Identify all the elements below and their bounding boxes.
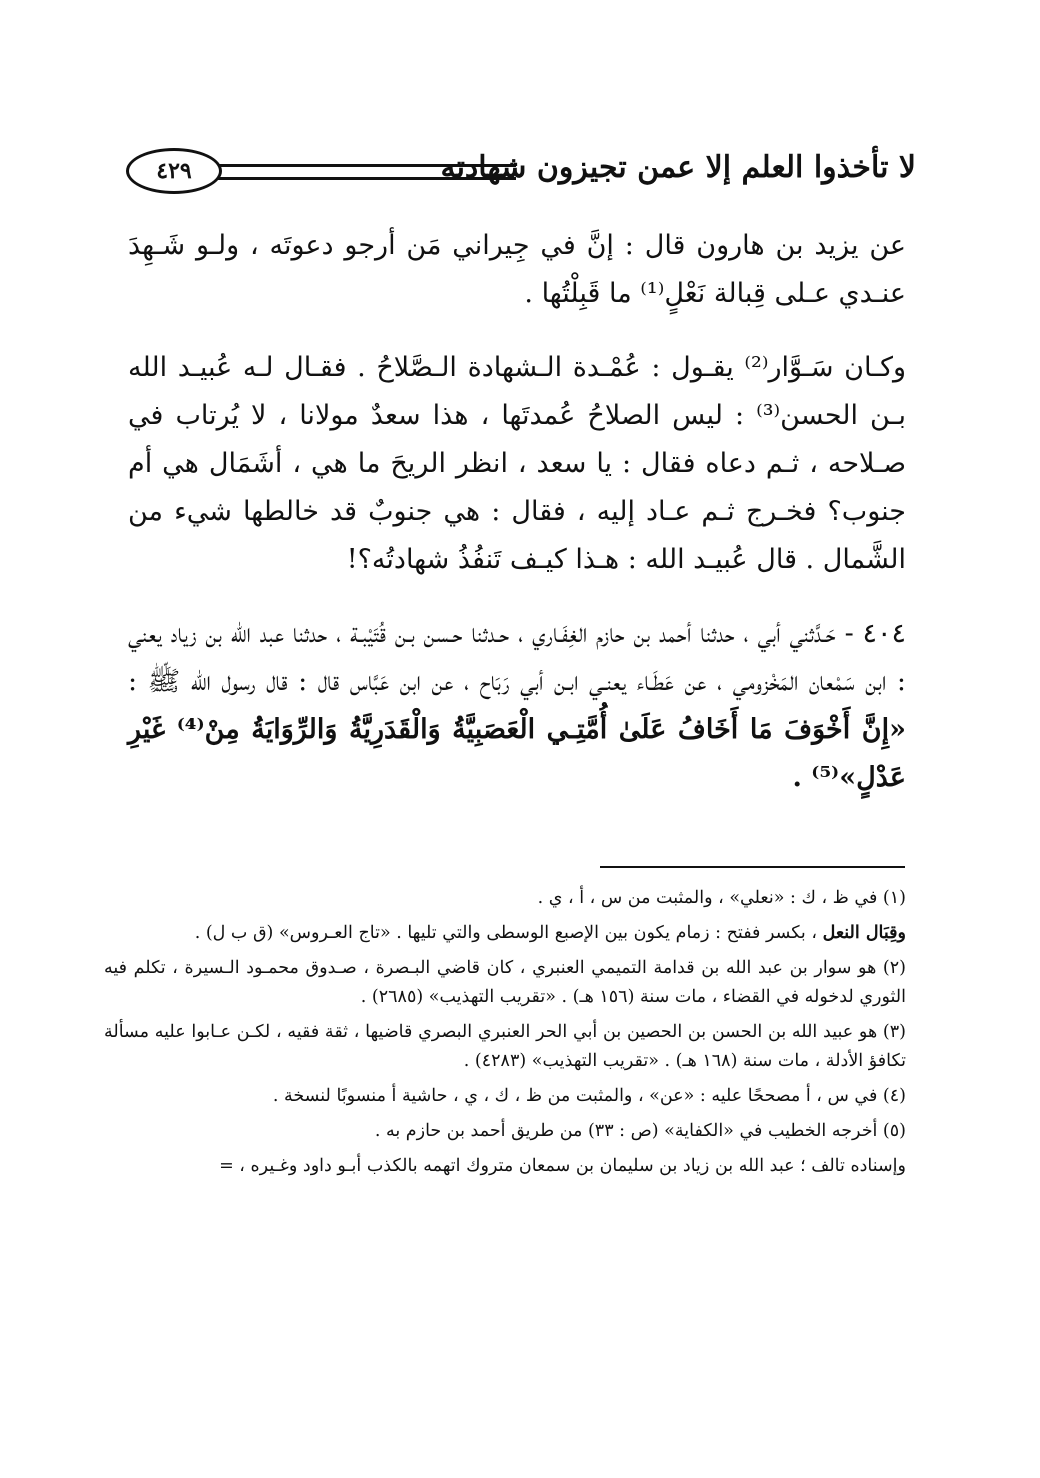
footnote-1: (١) في ظ ، ك : «نعلي» ، والمثبت من س ، أ ، ي . (537, 888, 906, 908)
footnote-5-continuation: وإسناده تالف ؛ عبد الله بن زياد بن سليمان بن سمعان متروك اتهمه بالكذب أبـو داود وغـيره ، = (219, 1156, 906, 1176)
page-number: ٤٢٩ (156, 158, 192, 184)
running-title: لا تأخذوا العلم إلا عمن تجيزون شهادته (440, 150, 916, 185)
hadith-text: «إِنَّ أَخْوَفَ مَا أَخَافُ عَلَىٰ أُمَّتِـي الْعَصَبِيَّةُ وَالْقَدَرِيَّةُ وَالرِّوَايَةُ مِنْ⁽⁴⁾ غَيْرِ عَدْلٍ»⁽⁵⁾ . (128, 714, 906, 793)
footnotes (104, 884, 906, 1187)
page-header (126, 148, 916, 200)
hadith-chain: ٤٠٤ - حَـدَّثني أبي ، حدثنا أحمد بن حازم الغِفَـاري ، حـدثنا حـسن بـن قُتَيْبـة ، حدثنا عبد الله بن زياد يعني : ابن سَمْعان المَخْزومي ، عن عَطَـاء يعنـي ابـن أبي رَبَاح ، عن ابن عَبَّاس قال : قال رسول الله ﷺ : (128, 618, 906, 697)
paragraph-1: عن يزيد بن هارون قال : إنَّ في جِيراني مَن أرجو دعوتَه ، ولـو شَـهِدَ عنـدي عـلى قِبالة نَعْلٍ⁽¹⁾ ما قَبِلْتُها . (128, 230, 906, 309)
footnote-3: (٣) هو عبيد الله بن الحسن بن الحصين بن أبي الحر العنبري البصري قاضيها ، ثقة فقيه ، لكـن عـابوا عليه مسألة تكافؤ الأدلة ، مات سنة (١٦٨ هـ) . «تقريب التهذيب» (٤٢٨٣) . (104, 1022, 906, 1071)
footnote-5: (٥) أخرجه الخطيب في «الكفاية» (ص : ٣٣) من طريق أحمد بن حازم به . (374, 1121, 906, 1141)
footnote-2: (٢) هو سوار بن عبد الله بن قدامة التميمي العنبري ، كان قاضي البـصرة ، صـدوق محمـود الـسيرة ، تكلم فيه الثوري لدخوله في القضاء ، مات سنة (١٥٦ هـ) . «تقريب التهذيب» (٢٦٨٥) . (104, 958, 906, 1007)
footnote-1-continuation (104, 919, 906, 948)
footnote-1-definition: ، بكسر ففتح : زمام يكون بين الإصبع الوسطى والتي تليها . «تاج العـروس» (ق ب ل) . (194, 923, 817, 943)
paragraph-3-hadith-404 (128, 610, 906, 802)
page-number-badge (126, 148, 222, 194)
footnote-1-term: وقِبَال النعل (822, 923, 906, 943)
main-text (128, 222, 906, 828)
footnote-4: (٤) في س ، أ مصححًا عليه : «عن» ، والمثبت من ظ ، ك ، ي ، حاشية أ منسوبًا لنسخة . (272, 1086, 906, 1106)
footnote-divider (600, 866, 905, 868)
paragraph-2: وكـان سَـوَّار⁽²⁾ يقـول : عُمْـدة الـشهادة الـصَّلاحُ . فقـال لـه عُبيـد الله بـن الحسن⁽³⁾ : ليس الصلاحُ عُمدتَها ، هذا سعدٌ مولانا ، لا يُرتاب في صـلاحه ، ثـم دعاه فقال : يا سعد ، انظر الريحَ ما هي ، أشَمَال هي أم جنوب؟ فخـرج ثـم عـاد إليه ، فقال : هي جنوبٌ قد خالطها شيء من الشَّمال . قال عُبيـد الله : هـذا كيـف تَنفُذُ شهادتُه؟! (128, 352, 907, 575)
